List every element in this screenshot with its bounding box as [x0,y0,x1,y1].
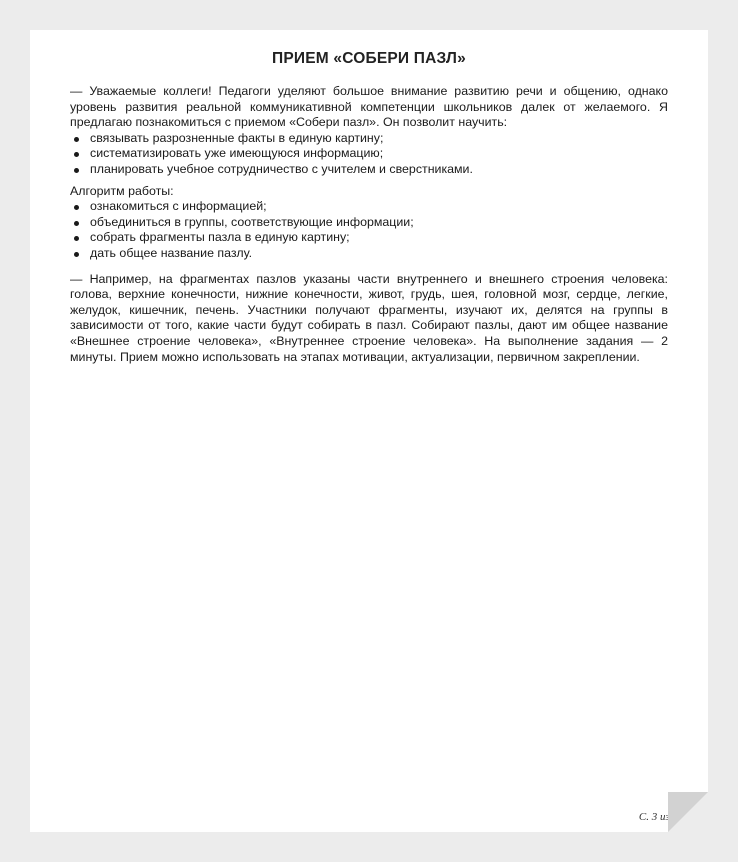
list-item-text: собрать фрагменты пазла в единую картину; [90,230,350,245]
list-item-text: ознакомиться с информацией; [90,199,267,214]
bullet-icon [74,252,79,257]
list-item [70,146,668,162]
algorithm-list [70,199,668,261]
list-item [70,162,668,178]
bullet-icon [74,152,79,157]
document-page [30,30,708,832]
list-item-text: дать общее название пазлу. [90,245,253,260]
bullet-icon [74,137,79,142]
example-paragraph: — Например, на фрагментах пазлов указаны части внутреннего и внешнего строения человека: голова, верхние конечности, нижние конечности, живот, грудь, шея, головной мозг, сердце, легкие, желудок, кишечник, печень. Участники получают фрагменты, изучают их, делятся на группы в зависимости от того, какие части будут собирать в пазл. Собирают пазлы, дают им общее название «Внешнее строение человека», «Внутреннее строение человека». На выполнение задания — 2 минуты. Прием можно использовать на этапах мотивации, актуализации, первичном закреплении. [70,271,668,364]
list-item-text: связывать разрозненные факты в единую картину; [90,130,384,145]
page-fold-corner [668,792,708,832]
list-item [70,230,668,246]
bullet-icon [74,236,79,241]
list-item [70,131,668,147]
page-number: С. 3 из 3 [638,811,678,823]
list-item-text: систематизировать уже имеющуюся информацию; [90,146,384,161]
list-item-text: объединиться в группы, соответствующие информации; [90,214,414,229]
page-title: ПРИЕМ «СОБЕРИ ПАЗЛ» [272,50,466,67]
list-item [70,199,668,215]
bullet-icon [74,221,79,226]
bullet-icon [74,205,79,210]
skills-list [70,131,668,178]
algorithm-heading: Алгоритм работы: [70,183,174,198]
list-item [70,215,668,231]
bullet-icon [74,168,79,173]
intro-paragraph: — Уважаемые коллеги! Педагоги уделяют большое внимание развитию речи и общению, однако уровень развития реальной коммуникативной компетенции школьников далек от желаемого. Я предлагаю познакомиться с приемом «Собери пазл». Он позволит научить: [70,84,668,130]
list-item-text: планировать учебное сотрудничество с учителем и сверстниками. [90,161,473,176]
list-item [70,246,668,262]
